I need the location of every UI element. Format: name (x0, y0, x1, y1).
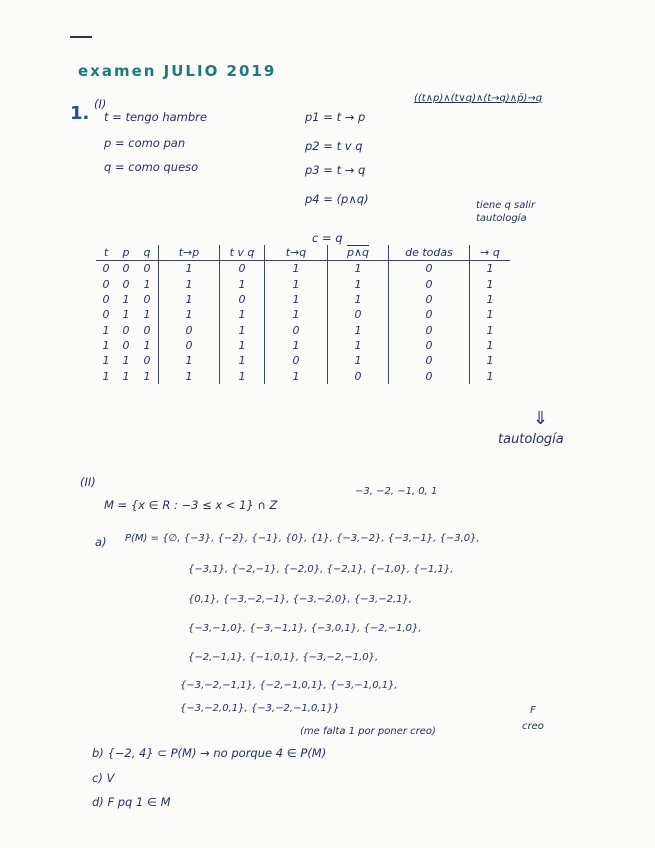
table-cell: 1 (143, 308, 151, 322)
col-t: t (103, 246, 109, 260)
table-cell: 1 (220, 353, 265, 368)
table-cell: 0 (122, 277, 130, 291)
table-cell: 0 (102, 293, 110, 307)
side-mark: F (530, 705, 536, 716)
table-cell: 0 (389, 368, 470, 383)
tautology-conclusion: tautología (498, 432, 564, 447)
table-cell: 0 (265, 353, 328, 368)
power-set-line: P(M) = {∅, {−3}, {−2}, {−1}, {0}, {1}, {−3,−2}, {−3,−1}, {−3,0}, (125, 533, 480, 544)
table-cell: 1 (220, 338, 265, 353)
table-cell: 0 (265, 322, 328, 337)
table-cell: 1 (159, 261, 220, 277)
table-cell: 1 (328, 277, 389, 292)
table-cell: 1 (143, 277, 151, 291)
table-cell: 1 (265, 368, 328, 383)
table-cell: 1 (159, 277, 220, 292)
table-cell: 1 (143, 338, 151, 352)
conclusion: c = q (312, 231, 343, 245)
item-a-label: a) (95, 535, 107, 549)
table-cell: 0 (389, 261, 470, 277)
table-cell: 0 (389, 292, 470, 307)
table-cell: 0 (389, 322, 470, 337)
table-cell: 0 (102, 308, 110, 322)
truth-table-header (96, 245, 510, 261)
table-cell: 0 (143, 262, 151, 276)
table-cell: 1 (220, 368, 265, 383)
table-cell: 1 (265, 292, 328, 307)
table-row (96, 261, 510, 277)
premise-p3: p3 = t → q (305, 163, 366, 177)
table-cell: 1 (470, 353, 511, 368)
note-line-1: tiene q salir (476, 200, 536, 211)
table-cell: 1 (470, 368, 511, 383)
definition-q: q = como queso (104, 160, 199, 174)
table-cell: 1 (265, 307, 328, 322)
table-cell: 1 (470, 292, 511, 307)
item-d: d) F pq 1 ∈ M (92, 795, 171, 809)
table-cell: 1 (143, 369, 151, 383)
table-cell: 1 (159, 307, 220, 322)
table-cell: 1 (328, 322, 389, 337)
exercise-number: 1. (70, 103, 90, 124)
table-cell: 1 (122, 369, 130, 383)
table-row (96, 322, 510, 337)
power-set-line: {−3,1}, {−2,−1}, {−2,0}, {−2,1}, {−1,0}, {−1,1}, (188, 564, 454, 575)
col-not-p-and-q: p∧q (328, 245, 389, 261)
table-cell: 1 (328, 338, 389, 353)
note-line-2: tautología (476, 213, 527, 224)
power-set-line: {−2,−1,1}, {−1,0,1}, {−3,−2,−1,0}, (188, 652, 379, 663)
premise-p2: p2 = t v q (305, 139, 363, 153)
col-t-implies-q: t→q (265, 245, 328, 261)
table-cell: 1 (328, 292, 389, 307)
side-note: creo (522, 721, 544, 732)
missing-note: (me falta 1 por poner creo) (300, 726, 436, 737)
part-one-label: (I) (94, 97, 107, 111)
item-c: c) V (92, 771, 115, 785)
table-cell: 1 (470, 338, 511, 353)
power-set-line: {−3,−2,0,1}, {−3,−2,−1,0,1}} (180, 703, 340, 714)
table-cell: 0 (143, 354, 151, 368)
table-row (96, 353, 510, 368)
table-cell: 0 (328, 307, 389, 322)
set-definition: M = {x ∈ R : −3 ≤ x < 1} ∩ Z (104, 498, 278, 512)
table-cell: 0 (102, 277, 110, 291)
premise-p4: p4 = (p∧q) (305, 192, 369, 206)
table-cell: 1 (265, 261, 328, 277)
table-cell: 1 (159, 292, 220, 307)
table-cell: 1 (102, 338, 110, 352)
table-cell: 0 (143, 293, 151, 307)
table-cell: 1 (328, 353, 389, 368)
table-row (96, 338, 510, 353)
table-cell: 0 (102, 262, 110, 276)
table-cell: 0 (389, 307, 470, 322)
part-two-label: (II) (80, 475, 96, 489)
definition-t: t = tengo hambre (104, 110, 207, 124)
definition-p: p = como pan (104, 136, 186, 150)
table-cell: 1 (470, 307, 511, 322)
power-set-line: {−3,−2,−1,1}, {−2,−1,0,1}, {−3,−1,0,1}, (180, 680, 398, 691)
col-implies-q: → q (470, 245, 511, 261)
table-cell: 0 (143, 323, 151, 337)
table-cell: 0 (389, 338, 470, 353)
table-cell: 0 (159, 338, 220, 353)
table-cell: 0 (389, 277, 470, 292)
table-cell: 1 (265, 338, 328, 353)
table-cell: 1 (220, 307, 265, 322)
table-cell: 0 (389, 353, 470, 368)
table-cell: 1 (159, 353, 220, 368)
col-q: q (143, 246, 151, 260)
down-arrow-icon: ⇓ (533, 408, 549, 429)
premise-p1: p1 = t → p (305, 110, 366, 124)
table-cell: 1 (122, 308, 130, 322)
table-row (96, 292, 510, 307)
table-cell: 1 (470, 277, 511, 292)
set-elements: −3, −2, −1, 0, 1 (355, 486, 438, 497)
power-set-line: {−3,−1,0}, {−3,−1,1}, {−3,0,1}, {−2,−1,0}, (188, 623, 422, 634)
truth-table (96, 245, 510, 384)
col-t-or-q: t v q (220, 245, 265, 261)
col-p: p (122, 246, 130, 260)
table-cell: 1 (122, 354, 130, 368)
table-cell: 1 (159, 368, 220, 383)
page-title: examen JULIO 2019 (78, 62, 277, 80)
table-cell: 0 (220, 261, 265, 277)
table-row (96, 277, 510, 292)
table-cell: 1 (122, 293, 130, 307)
table-cell: 1 (265, 277, 328, 292)
table-cell: 1 (470, 261, 511, 277)
table-cell: 1 (102, 369, 110, 383)
item-b: b) {−2, 4} ⊂ P(M) → no porque 4 ∈ P(M) (92, 746, 327, 760)
argument-formula: ((t∧p)∧(t∨q)∧(t→q)∧p̄)→q (414, 93, 543, 104)
table-cell: 0 (122, 338, 130, 352)
table-row (96, 368, 510, 383)
table-cell: 0 (122, 262, 130, 276)
table-cell: 1 (220, 277, 265, 292)
table-cell: 1 (220, 322, 265, 337)
table-cell: 1 (102, 354, 110, 368)
col-t-implies-p: t→p (159, 245, 220, 261)
table-cell: 0 (159, 322, 220, 337)
table-cell: 1 (328, 261, 389, 277)
table-row (96, 307, 510, 322)
col-all: de todas (389, 245, 470, 261)
pen-mark (70, 36, 92, 38)
table-cell: 1 (470, 322, 511, 337)
table-cell: 0 (328, 368, 389, 383)
table-cell: 0 (220, 292, 265, 307)
table-cell: 1 (102, 323, 110, 337)
table-cell: 0 (122, 323, 130, 337)
power-set-line: {0,1}, {−3,−2,−1}, {−3,−2,0}, {−3,−2,1}, (188, 594, 413, 605)
